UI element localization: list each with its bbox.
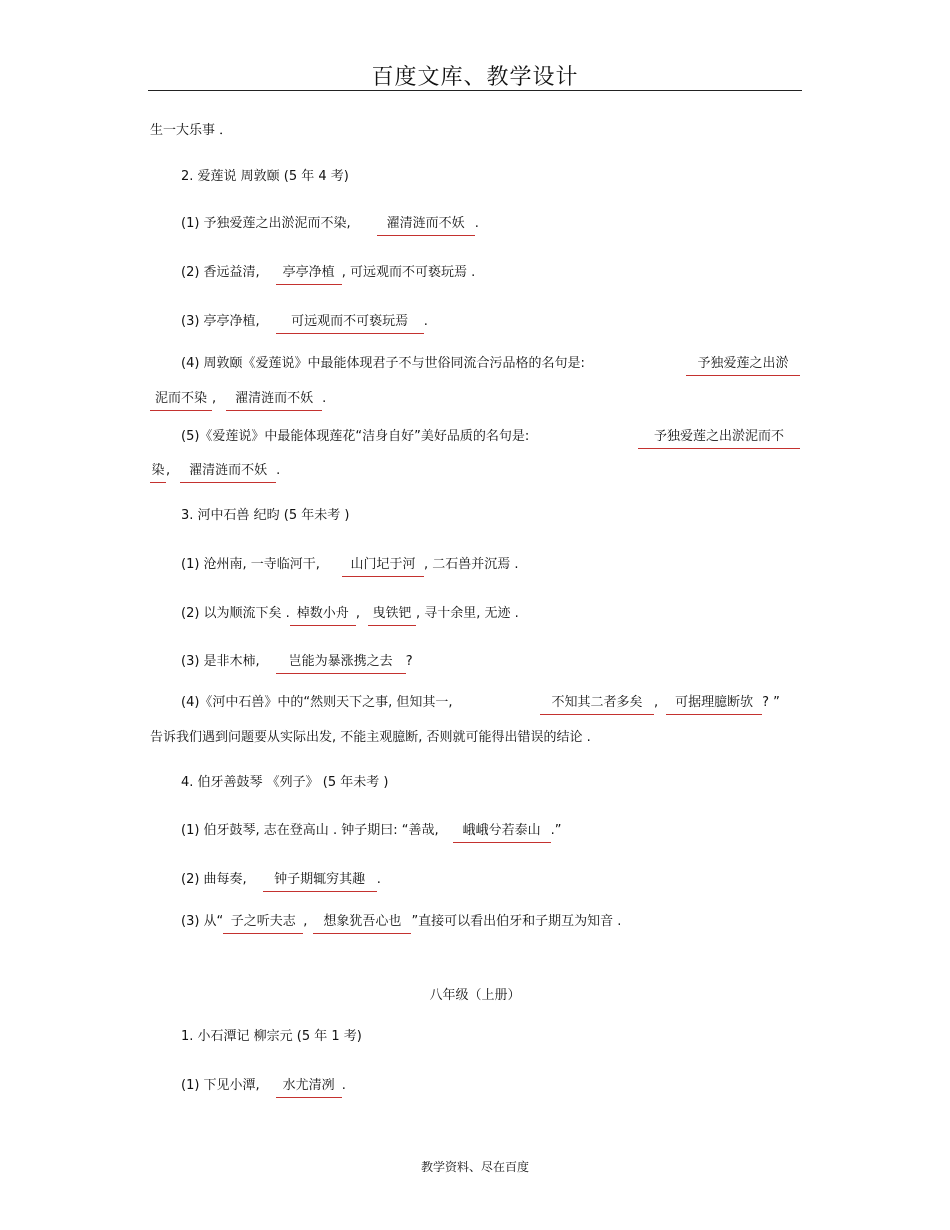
question-line: [181, 913, 621, 933]
question-text: , 可远观而不可亵玩焉 .: [341, 265, 476, 280]
question-text: (1) 沧州南, 一寺临河干,: [181, 557, 320, 572]
question-text: ? ”: [762, 695, 780, 710]
page-footer: 教学资料、尽在百度: [420, 1160, 529, 1174]
answer-line: [686, 355, 800, 375]
question-text: (4) 周敦颐《爱莲说》中最能体现君子不与世俗同流合污品格的名句是:: [181, 356, 585, 371]
question-line: [181, 653, 413, 673]
question-line: [181, 355, 585, 373]
question-line: [181, 215, 479, 235]
question-text: ,: [212, 391, 217, 406]
question-text: (2) 香远益清,: [181, 265, 260, 280]
question-line: [181, 264, 475, 284]
question-text: (2) 以为顺流下矣 .: [181, 606, 290, 621]
question-text: .: [423, 314, 428, 329]
answer-underline: 想象犹吾心也: [313, 913, 411, 933]
question-line: [181, 1077, 346, 1097]
question-line: [181, 313, 428, 333]
question-text: (1) 予独爱莲之出淤泥而不染,: [181, 216, 351, 231]
answer-underline: 山门圮于河: [342, 556, 424, 576]
question-text: ,: [355, 606, 360, 621]
text-line: 生一大乐事 ．: [150, 123, 233, 138]
question-line: [181, 556, 518, 576]
answer-underline: 子之听夫志: [223, 913, 303, 933]
answer-line: [540, 694, 780, 714]
answer-line: [638, 428, 800, 448]
question-text: (3) 是非木柿,: [181, 654, 260, 669]
question-text: , 寻十余里, 无迹 .: [415, 606, 519, 621]
answer-underline: 曳铁钯: [368, 605, 416, 625]
answer-underline: 峨峨兮若泰山: [453, 822, 551, 842]
answer-underline: 水尤清冽: [276, 1077, 342, 1097]
question-text: .”: [550, 823, 562, 838]
question-text: ?: [405, 654, 413, 669]
question-text: , 二石兽并沉焉 .: [423, 557, 519, 572]
question-line: [181, 822, 561, 842]
question-text: .: [322, 391, 327, 406]
question-text: (1) 下见小潭,: [181, 1078, 260, 1093]
question-text: (1) 伯牙鼓琴, 志在登高山 . 钟子期曰: “善哉,: [181, 823, 439, 838]
question-text: .: [474, 216, 479, 231]
question-text: ,: [303, 914, 308, 929]
question-text: (3) 从“: [181, 914, 224, 929]
question-text: .: [341, 1078, 346, 1093]
section-title-xiaoshitanji: 1. 小石潭记 柳宗元 (5 年 1 考): [181, 1029, 362, 1044]
question-line: [181, 694, 453, 712]
page-header-title: 百度文库、教学设计: [371, 65, 579, 90]
question-text: (4)《河中石兽》中的“然则天下之事, 但知其一,: [181, 695, 453, 710]
answer-underline: 钟子期辄穷其趣: [263, 871, 377, 891]
answer-underline: 染: [150, 462, 166, 482]
answer-underline: 岂能为暴涨携之去: [276, 653, 406, 673]
question-text: 告诉我们遇到问题要从实际出发, 不能主观臆断, 否则就可能得出错误的结论 .: [150, 730, 591, 745]
header-divider: [148, 90, 802, 91]
question-line: [150, 390, 326, 410]
grade-heading: 八年级（上册）: [429, 988, 521, 1003]
section-title-boya: 4. 伯牙善鼓琴 《列子》 (5 年未考 ): [181, 775, 389, 790]
answer-underline: 可远观而不可亵玩焉: [276, 313, 424, 333]
answer-underline: 亭亭净植: [276, 264, 342, 284]
answer-underline: 予独爱莲之出淤泥而不: [638, 428, 800, 448]
question-line: [181, 871, 381, 891]
question-text: (2) 曲每奏,: [181, 872, 247, 887]
section-title-hezhongshishou: 3. 河中石兽 纪昀 (5 年未考 ): [181, 508, 350, 523]
answer-underline: 予独爱莲之出淤: [686, 355, 800, 375]
answer-underline: 棹数小舟: [290, 605, 356, 625]
answer-underline: 不知其二者多矣: [540, 694, 654, 714]
answer-underline: 濯清涟而不妖: [226, 390, 322, 410]
question-text: (3) 亭亭净植,: [181, 314, 260, 329]
answer-underline: 濯清涟而不妖: [377, 215, 475, 235]
question-line: [150, 462, 280, 482]
question-text: .: [276, 463, 281, 478]
question-text: ,: [654, 695, 659, 710]
question-line: [181, 605, 519, 625]
question-text: ”直接可以看出伯牙和子期互为知音 .: [411, 914, 622, 929]
section-title-ailianshuo: 2. 爱莲说 周敦颐 (5 年 4 考): [181, 169, 349, 184]
question-text: (5)《爱莲说》中最能体现莲花“洁身自好”美好品质的名句是:: [181, 429, 530, 444]
answer-underline: 濯清涟而不妖: [180, 462, 276, 482]
question-line: [181, 428, 529, 446]
answer-underline: 可据理臆断欤: [666, 694, 762, 714]
question-text: ,: [166, 463, 171, 478]
question-text: .: [376, 872, 381, 887]
answer-underline: 泥而不染: [150, 390, 212, 410]
